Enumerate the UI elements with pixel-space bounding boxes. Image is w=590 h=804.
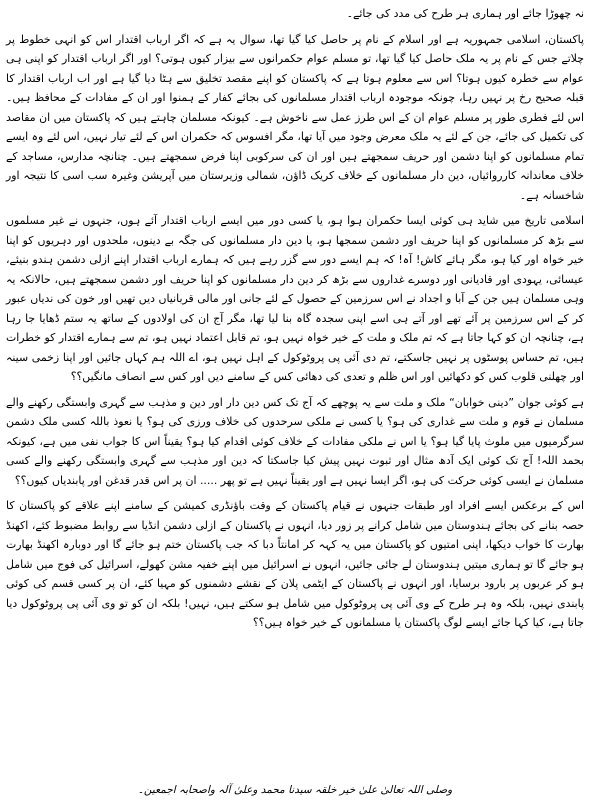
closing-benediction: وصلی اللہ تعالیٰ علیٰ خیر خلقہ سیدنا محمد وعلیٰ آلہ واصحابہ اجمعین۔ xyxy=(137,784,453,796)
paragraph-1: نہ چھوڑا جائے اور ہماری ہر طرح کی مدد کی جائے۔ xyxy=(346,7,584,20)
paragraph-3: اسلامی تاریخ میں شاید ہی کوئی ایسا حکمران ہوا ہو، یا کسی دور میں ایسے ارباب اقتدار آئے ہوں، جنہوں نے غیر مسلموں سے بڑھ کر مسلمانوں کو اپنا حریف اور دشمن سمجھا ہو، یا دین دار مسلمانوں کی جگہ بے دینوں، ملحدوں اور دہریوں کو اپنا خیر خواہ اور کیا ہو، مگر ہائے کاش! آہ! کہ ہم ایسے دور سے گزر رہے ہیں کہ ہمارے ارباب اقتدار اپنے ازلی دشمن ہندو بنیئے، عیسائی، یہودی اور قادیانی اور دوسرے غداروں سے بڑھ کر دین دار مسلمانوں کو اپنا حریف اور دشمن سمجھتے ہیں، حالانکہ یہ وہی مسلمان ہیں جن کے آبا و اجداد نے اس سرزمین کے حصول کے لئے جانی اور مالی قربانیاں دیں تھیں اور خون کی ندیاں عبور کر کے اس سرزمین پر آئے تھے اور آتے ہی اسے اپنی سجدہ گاہ بنا لیا تھا، مگر آج ان کی اولادوں کے ساتھ یہ ستم ڈھایا جا رہا ہے، چنانچہ ان کو کہا جاتا ہے کہ تم ملک و ملت کے خیر خواہ نہیں ہو، تم قابل اعتماد نہیں ہو، تم سے ہمارے اقتدار کو خطرات ہیں، تم حساس پوسٹوں پر نہیں جاسکتے، تم دی آئی پی پروٹوکول کے اہل نہیں ہو، اے اللہ ہم کہاں جائیں اور اپنا زخمی سینہ اور چھلنی قلوب کس کو دکھائیں اور اس ظلم و تعدی کی دھائی کس کے سامنے دیں اور کس سے انصاف مانگیں؟؟ xyxy=(6,214,584,383)
paragraph-4: ہے کوئی جوان ”دینی خوابان“ ملک و ملت سے یہ پوچھے کہ آج تک کس دین دار اور دین و مذہب سے گہری وابستگی رکھنے والے مسلمان نے قوم و ملت سے غداری کی ہو؟ یا کسی نے ملکی سرحدوں کی خلاف ورزی کی ہو؟ یا نعوذ باللہ کسی ملک دشمن سرگرمیوں میں ملوث پایا گیا ہو؟ یا اس نے ملکی مفادات کے خلاف کوئی اقدام کیا ہو؟ یقیناً اس کا جواب نفی میں ہے، کیونکہ بحمد اللہ! آج تک کوئی ایک آدھ مثال اور ثبوت نہیں پیش کیا جاسکتا کہ دین اور مذہب سے گہری وابستگی رکھنے والے کسی مسلمان نے ایسی کوئی حرکت کی ہو، اگر ایسا نہیں ہے اور یقیناً نہیں ہے تو پھر ..... ان پر اس قدر قدغن اور پابندیاں کیوں؟؟ xyxy=(6,395,584,487)
article-body xyxy=(6,4,584,800)
paragraph-2: پاکستان، اسلامی جمہوریہ ہے اور اسلام کے نام پر حاصل کیا گیا تھا، سوال یہ ہے کہ اگر ارباب اقتدار اس کو انہی خطوط پر چلاتے جس کے نام پر یہ ملک حاصل کیا گیا تھا، تو مسلم عوام حکمرانوں سے بیزار کیوں ہوتی؟ اور اگر ارباب اقتدار کو اپنی ہی عوام سے خطرہ کیوں ہوتا؟ اس سے معلوم ہوتا ہے کہ پاکستان کو اپنے مقصد تخلیق سے ہٹا دیا گیا ہے اور اب ارباب اقتدار کا قبلہ صحیح رخ پر نہیں رہا، چونکہ موجودہ ارباب اقتدار مسلمانوں کی بجائے کفار کے ہمنوا اور ان کے مفادات کے محافظ ہیں۔ اس لئے فطری طور پر مسلم عوام ان کے اس طرز عمل سے ناخوش ہے۔ کیونکہ مسلمان چاہتے ہیں کہ پاکستان میں ان مقاصد کی تکمیل کی جائے، جن کے لئے یہ ملک معرض وجود میں آیا تھا، مگر افسوس کہ حکمران اس کے لئے تیار نہیں، اس لئے وہ ایسے تمام مسلمانوں کو اپنا دشمن اور حریف سمجھتے ہیں اور ان کی سرکوبی اپنا فرض سمجھتے ہیں۔ چنانچہ مدارس، مساجد کے خلاف معاندانہ کارروائیاں، دین دار مسلمانوں کے خلاف کریک ڈاؤن، شمالی وزیرستان میں آپریشن وغیرہ سب اسی کا نتیجہ اور شاخسانہ ہے۔ xyxy=(6,32,584,202)
paragraph-5: اس کے برعکس ایسے افراد اور طبقات جنہوں نے قیام پاکستان کے وقت باؤنڈری کمیشن کے سامنے اپنے علاقے کو پاکستان کا حصہ بنانے کی بجائے ہندوستان میں شامل کرانے پر زور دیا، انہوں نے پاکستان کے ازلی دشمن انڈیا سے روابط مضبوط کئے، اکھنڈ بھارت کا خواب دیکھا، اپنی امتیوں کو پاکستان میں یہ کہہ کر امانتاً دبا کہ جب پاکستان ختم ہو جائے گا اور دوبارہ اکھنڈ بھارت ہو جائے گا تو ہماری میتیں ہندوستان لے جائی جائیں، انہوں نے اسرائیل میں اپنے خفیہ مشن کھولے، اسرائیل کی فوج میں شامل ہو کر عربوں پر بارود برسایا، اور انہوں نے پاکستان کے ایٹمی پلان کے نقشے دشمنوں کو مہیا کئے، ان پر کسی قسم کی کوئی پابندی نہیں، بلکہ وہ ہر طرح کے وی آئی پی پروٹوکول میں شامل ہو سکتے ہیں، نہیں! بلکہ ان کو تو وی آئی پی پروٹوکول دیا جاتا ہے، کیا کہا جائے ایسے لوگ پاکستان یا مسلمانوں کے خیر خواہ ہیں؟؟ xyxy=(6,499,584,629)
